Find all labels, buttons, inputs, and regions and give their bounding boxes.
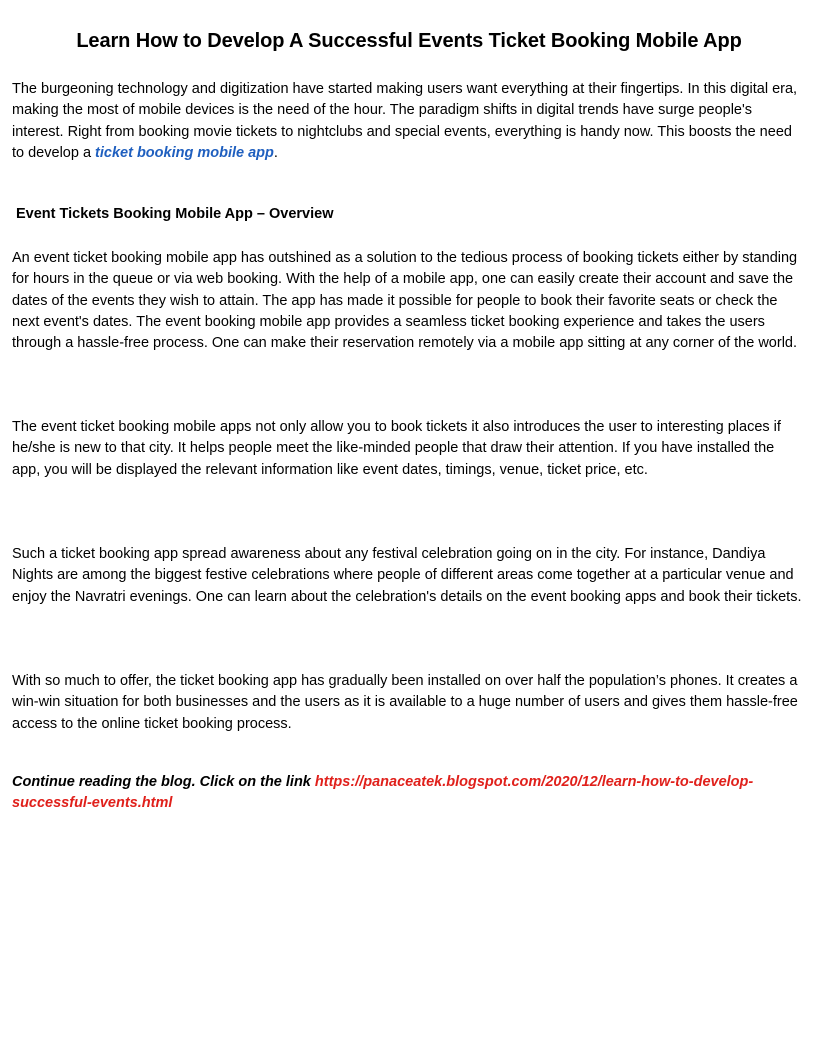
intro-text: The burgeoning technology and digitization have started making users want everything at their fingertips. In this digital era, making the most of mobile devices is the need of the hour. The paradigm shifts in digital trends have surge people's interest. Right from booking movie tickets to nightclubs and special events, everything is handy now. This boosts the need to develop a — [12, 81, 798, 161]
body-paragraph-4: With so much to offer, the ticket booking app has gradually been installed on over half the population’s phones. It creates a win-win situation for both businesses and the users as it is available to a huge number of users and gives them hassle-free access to the online ticket booking process. — [12, 673, 798, 732]
intro-paragraph — [12, 79, 806, 164]
blog-url-link[interactable]: https://panaceatek.blogspot.com/2020/12/learn-how-to-develop-successful-events.html — [12, 774, 754, 812]
intro-end: . — [273, 144, 278, 161]
section-subheading: Event Tickets Booking Mobile App – Overview — [16, 206, 334, 222]
continue-reading-text: Continue reading the blog. Click on the link — [12, 774, 315, 790]
ticket-booking-app-link[interactable]: ticket booking mobile app — [95, 144, 274, 161]
page-title: Learn How to Develop A Successful Events Ticket Booking Mobile App — [76, 30, 742, 52]
body-paragraph-2: The event ticket booking mobile apps not only allow you to book tickets it also introduces the user to interesting places if he/she is new to that city. It helps people meet the like-minded people that draw their attention. If you have installed the app, you will be displayed the relevant information like event dates, timings, venue, ticket price, etc. — [12, 419, 781, 478]
continue-reading — [12, 772, 806, 815]
body-paragraph-3: Such a ticket booking app spread awareness about any festival celebration going on in the city. For instance, Dandiya Nights are among the biggest festive celebrations where people of different areas come together at a particular venue and enjoy the Navratri evenings. One can learn about the celebration's details on the event booking apps and book their tickets. — [12, 546, 802, 605]
body-paragraph-1: An event ticket booking mobile app has outshined as a solution to the tedious process of booking tickets either by standing for hours in the queue or via web booking. With the help of a mobile app, one can easily create their account and save the dates of the events they wish to attain. The app has made it possible for people to book their favorite seats or check the next event's dates. The event booking mobile app provides a seamless ticket booking experience and takes the users through a hassle-free process. One can make their reservation remotely via a mobile app sitting at any corner of the world. — [12, 250, 798, 352]
